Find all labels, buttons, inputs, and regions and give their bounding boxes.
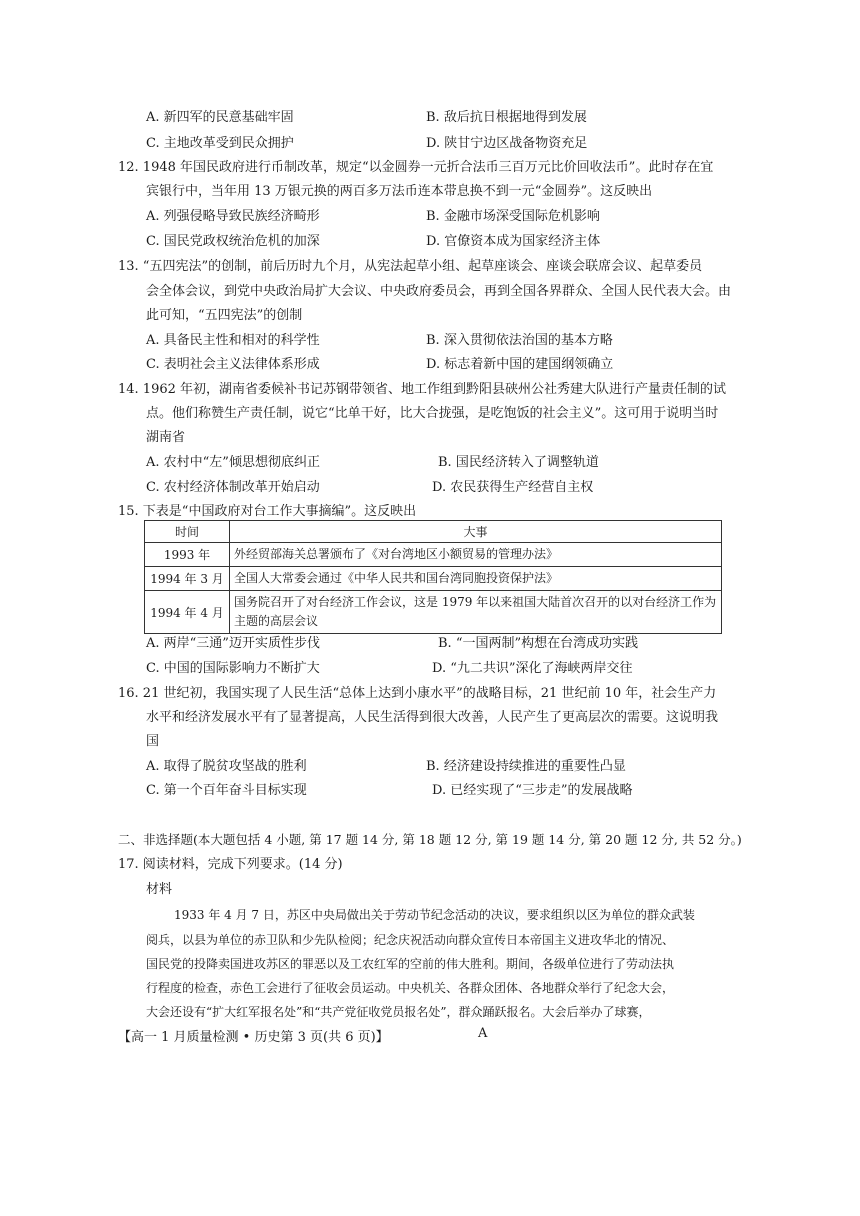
q14-option-c: C. 农村经济体制改革开始启动 (146, 480, 320, 495)
q17-material-label: 材料 (146, 882, 173, 897)
events-table (144, 520, 722, 634)
q14-stem-line-1: 14. 1962 年初，湖南省委候补书记苏钢带领省、地工作组到黔阳县硖州公社秀建大队进行产量责任制的试 (118, 382, 727, 397)
table-cell-time: 1993 年 (145, 543, 230, 567)
q17-material-line-2: 阅兵，以县为单位的赤卫队和少先队检阅；纪念庆祝活动向群众宣传日本帝国主义进攻华北的情况、 (146, 933, 675, 947)
q11-option-b: B. 敌后抗日根据地得到发展 (426, 110, 587, 125)
q14-option-b: B. 国民经济转入了调整轨道 (438, 455, 599, 470)
table-cell-time: 1994 年 3 月 (145, 567, 230, 591)
q16-stem-line-2: 水平和经济发展水平有了显著提高，人民生活得到很大改善，人民产生了更高层次的需要。这说明我 (146, 710, 719, 725)
section-2-heading: 二、非选择题(本大题包括 4 小题, 第 17 题 14 分, 第 18 题 12 分, 第 19 题 14 分, 第 20 题 12 分, 共 52 分。) (118, 832, 742, 847)
q17-stem: 17. 阅读材料，完成下列要求。(14 分) (118, 857, 343, 872)
table-cell-event: 国务院召开了对台经济工作会议，这是 1979 年以来祖国大陆首次召开的以对台经济工作为主题的高层会议 (230, 591, 722, 634)
q14-stem-line-2: 点。他们称赞生产责任制，说它“比单干好，比大合拢强，是吃饱饭的社会主义”。这可用于说明当时 (146, 406, 719, 421)
q16-option-c: C. 第一个百年奋斗目标实现 (146, 783, 307, 798)
paper-version-label: A (478, 1026, 488, 1041)
q11-option-a: A. 新四军的民意基础牢固 (146, 110, 294, 125)
q16-option-d: D. 已经实现了“三步走”的发展战略 (432, 783, 633, 798)
q16-stem-line-3: 国 (146, 734, 160, 749)
table-cell-time: 1994 年 4 月 (145, 591, 230, 634)
table-row (145, 543, 722, 567)
table-header-event: 大事 (230, 521, 722, 543)
q16-option-a: A. 取得了脱贫攻坚战的胜利 (146, 759, 307, 774)
q11-option-c: C. 主地改革受到民众拥护 (146, 136, 294, 151)
table-header-row (145, 521, 722, 543)
q17-material-line-1: 1933 年 4 月 7 日，苏区中央局做出关于劳动节纪念活动的决议，要求组织以区为单位的群众武装 (174, 908, 695, 922)
q12-option-b: B. 金融市场深受国际危机影响 (426, 209, 600, 224)
q13-stem-line-2: 会全体会议，到党中央政治局扩大会议、中央政府委员会，再到全国各界群众、全国人民代表大会。由 (146, 284, 732, 299)
q13-option-b: B. 深入贯彻依法治国的基本方略 (426, 333, 613, 348)
q14-stem-line-3: 湖南省 (146, 430, 186, 445)
page-footer: 【高一 1 月质量检测 • 历史第 3 页(共 6 页)】 (118, 1030, 389, 1045)
q12-stem-line-2: 宾银行中，当年用 13 万银元换的两百多万法币连本带息换不到一元“金圆券”。这反映出 (146, 184, 653, 199)
q17-material-line-3: 国民党的投降卖国进攻苏区的罪恶以及工农红军的空前的伟大胜利。期间，各级单位进行了劳动法执 (146, 957, 675, 971)
q15-option-a: A. 两岸“三通”迈开实质性步伐 (146, 636, 320, 651)
q13-stem-line-1: 13. “五四宪法”的创制，前后历时九个月，从宪法起草小组、起草座谈会、座谈会联席会议、起草委员 (118, 259, 703, 274)
q16-option-b: B. 经济建设持续推进的重要性凸显 (426, 759, 626, 774)
q13-stem-line-3: 此可知，“五四宪法”的创制 (146, 308, 303, 323)
q12-option-d: D. 官僚资本成为国家经济主体 (426, 234, 601, 249)
table-header-time: 时间 (145, 521, 230, 543)
q15-option-d: D. “九二共识”深化了海峡两岸交往 (432, 661, 633, 676)
table-cell-event: 全国人大常委会通过《中华人民共和国台湾同胞投资保护法》 (230, 567, 722, 591)
q11-option-d: D. 陕甘宁边区战备物资充足 (426, 136, 588, 151)
q16-stem-line-1: 16. 21 世纪初，我国实现了人民生活“总体上达到小康水平”的战略目标，21 世纪前 10 年，社会生产力 (118, 686, 717, 701)
q13-option-a: A. 具备民主性和相对的科学性 (146, 333, 320, 348)
q14-option-d: D. 农民获得生产经营自主权 (432, 480, 594, 495)
table-row (145, 591, 722, 634)
q17-material-line-5: 大会还设有“扩大红军报名处”和“共产党征收党员报名处”，群众踊跃报名。大会后举办了球赛， (146, 1005, 651, 1019)
q14-option-a: A. 农村中“左”倾思想彻底纠正 (146, 455, 320, 470)
q12-option-a: A. 列强侵略导致民族经济畸形 (146, 209, 320, 224)
q15-stem: 15. 下表是“中国政府对台工作大事摘编”。这反映出 (118, 504, 417, 519)
q15-option-c: C. 中国的国际影响力不断扩大 (146, 661, 320, 676)
q13-option-d: D. 标志着新中国的建国纲领确立 (426, 357, 614, 372)
q13-option-c: C. 表明社会主义法律体系形成 (146, 357, 320, 372)
q12-option-c: C. 国民党政权统治危机的加深 (146, 234, 320, 249)
q12-stem-line-1: 12. 1948 年国民政府进行币制改革，规定“以金圆券一元折合法币三百万元比价回收法币”。此时存在宜 (118, 160, 714, 175)
q17-material-line-4: 行程度的检查，赤色工会进行了征收会员运动。中央机关、各群众团体、各地群众举行了纪念大会， (146, 981, 675, 995)
q15-option-b: B. “一国两制”构想在台湾成功实践 (438, 636, 639, 651)
table-cell-event: 外经贸部海关总署颁布了《对台湾地区小额贸易的管理办法》 (230, 543, 722, 567)
table-row (145, 567, 722, 591)
